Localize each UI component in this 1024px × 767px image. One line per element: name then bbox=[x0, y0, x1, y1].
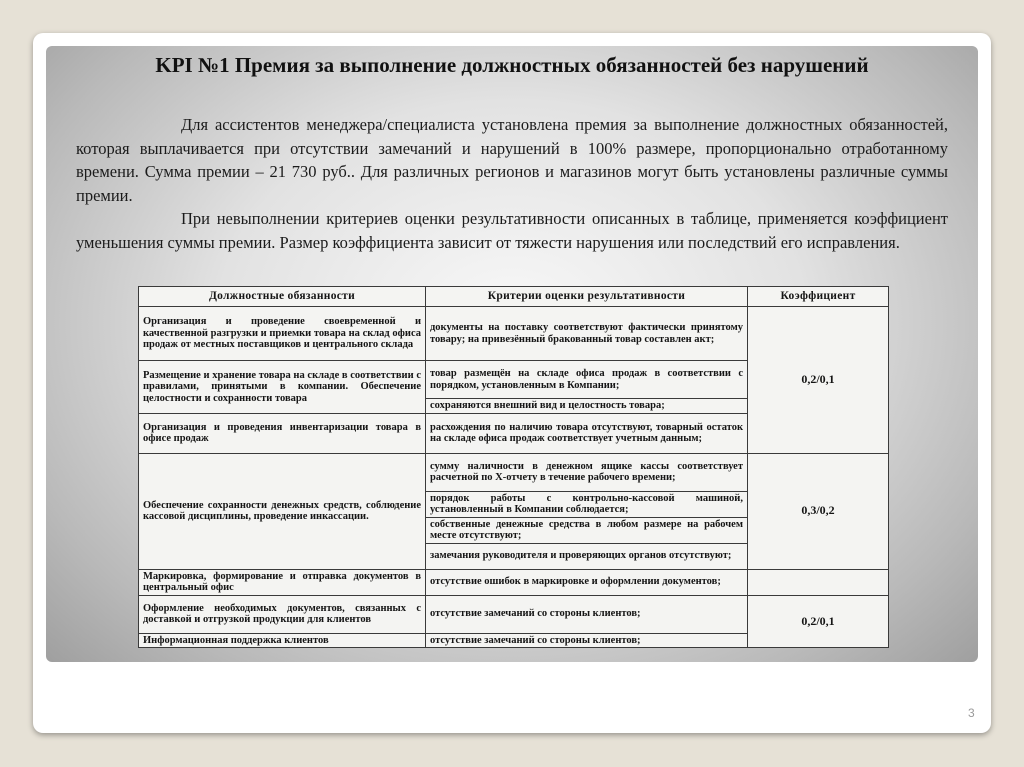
duty-cell: Оформление необходимых документов, связанных с доставкой и отгрузкой продукции для клиентов bbox=[139, 595, 426, 633]
duty-cell: Обеспечение сохранности денежных средств, соблюдение кассовой дисциплины, проведение инкассации. bbox=[139, 453, 426, 569]
header-criteria: Критерии оценки результативности bbox=[426, 287, 748, 307]
table-row bbox=[139, 569, 889, 595]
criteria-cell: отсутствие ошибок в маркировке и оформлении документов; bbox=[426, 569, 748, 595]
criteria-cell: собственные денежные средства в любом размере на рабочем месте отсутствуют; bbox=[426, 517, 748, 543]
coefficient-cell: 0,2/0,1 bbox=[748, 307, 889, 454]
table-row bbox=[139, 453, 889, 491]
coefficient-cell: 0,2/0,1 bbox=[748, 595, 889, 648]
criteria-cell: расхождения по наличию товара отсутствуют, товарный остаток на складе офиса продаж соответствует учетным данным; bbox=[426, 413, 748, 453]
criteria-cell: порядок работы с контрольно-кассовой машиной, установленный в Компании соблюдается; bbox=[426, 491, 748, 517]
duty-cell: Размещение и хранение товара на складе в соответствии с правилами, принятыми в компании. Обеспечение целостности и сохранности товара bbox=[139, 361, 426, 414]
criteria-cell: документы на поставку соответствуют фактически принятому товару; на привезённый бракованный товар составлен акт; bbox=[426, 307, 748, 361]
criteria-cell: сохраняются внешний вид и целостность товара; bbox=[426, 399, 748, 414]
criteria-cell: товар размещён на складе офиса продаж в соответствии с порядком, установленным в Компании; bbox=[426, 361, 748, 399]
page-number: 3 bbox=[968, 706, 975, 720]
table-row bbox=[139, 307, 889, 361]
criteria-cell: замечания руководителя и проверяющих органов отсутствуют; bbox=[426, 543, 748, 569]
header-duties: Должностные обязанности bbox=[139, 287, 426, 307]
criteria-cell: отсутствие замечаний со стороны клиентов; bbox=[426, 633, 748, 648]
content-panel bbox=[46, 46, 978, 662]
paragraph-bonus-description: Для ассистентов менеджера/специалиста установлена премия за выполнение должностных обязанностей, которая выплачивается при отсутствии замечаний и нарушений в 100% размере, пропорционально отработанному времени. Сумма премии – 21 730 руб.. Для различных регионов и магазинов могут быть установлены различные суммы премии. bbox=[76, 115, 948, 205]
kpi-table bbox=[138, 286, 889, 648]
coefficient-cell: 0,3/0,2 bbox=[748, 453, 889, 569]
criteria-cell: сумму наличности в денежном ящике кассы соответствует расчетной по Х-отчету в течение рабочего времени; bbox=[426, 453, 748, 491]
table-row bbox=[139, 595, 889, 633]
coefficient-cell-empty bbox=[748, 569, 889, 595]
header-coefficient: Коэффициент bbox=[748, 287, 889, 307]
slide-title: KPI №1 Премия за выполнение должностных обязанностей без нарушений bbox=[155, 53, 869, 77]
duty-cell: Организация и проведения инвентаризации товара в офисе продаж bbox=[139, 413, 426, 453]
duty-cell: Маркировка, формирование и отправка документов в центральный офис bbox=[139, 569, 426, 595]
criteria-cell: отсутствие замечаний со стороны клиентов; bbox=[426, 595, 748, 633]
paragraph-coefficient-description: При невыполнении критериев оценки результативности описанных в таблице, применяется коэффициент уменьшения суммы премии. Размер коэффициента зависит от тяжести нарушения или последствий его исправления. bbox=[76, 209, 948, 252]
duty-cell: Организация и проведение своевременной и качественной разгрузки и приемки товара на склад офиса продаж от местных поставщиков и центрального склада bbox=[139, 307, 426, 361]
duty-cell: Информационная поддержка клиентов bbox=[139, 633, 426, 648]
table-header-row bbox=[139, 287, 889, 307]
